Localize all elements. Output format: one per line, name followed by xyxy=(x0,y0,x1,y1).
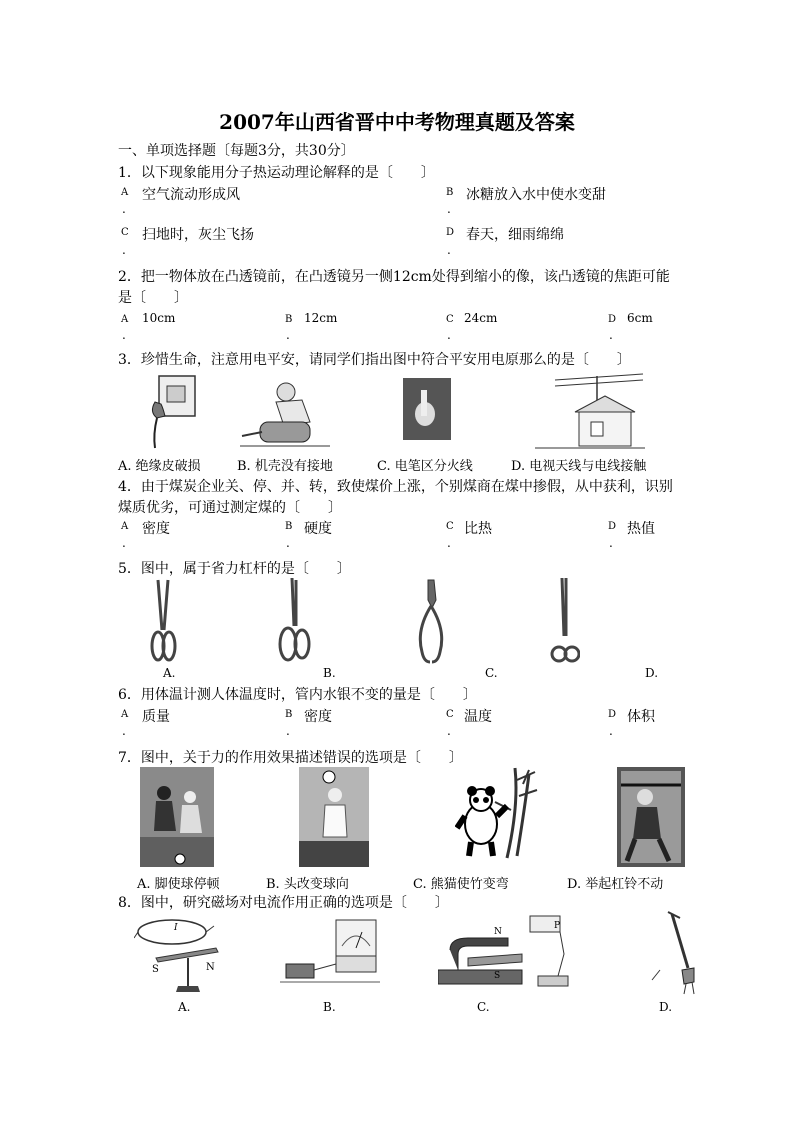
q4-option-c-letter: C xyxy=(446,521,454,532)
q5-figure-b-shears xyxy=(278,576,312,666)
q2-option-c-letter: C xyxy=(446,314,454,325)
q3-figure-c-test-pen xyxy=(403,378,451,440)
q5-label-b: B. xyxy=(323,666,336,680)
q4-stem-line1: 4．由于煤炭企业关、停、并、转，致使煤价上涨，个别煤商在煤中掺假，从中获利，识别 xyxy=(118,479,673,495)
q8-figure-c-n-label: N xyxy=(494,927,502,937)
q3-caption-c: C. 电笔区分火线 xyxy=(377,459,473,474)
q4-option-a-text: 密度 xyxy=(142,521,170,537)
q2-option-a-letter: A xyxy=(121,314,129,325)
q1-option-a-letter: A xyxy=(121,187,129,198)
q6-option-c-text: 温度 xyxy=(464,709,492,725)
q3-caption-a: A. 绝缘皮破损 xyxy=(118,459,201,474)
q5-label-a: A. xyxy=(163,666,176,680)
q8-label-c: C. xyxy=(477,1000,490,1014)
q8-label-a: A. xyxy=(178,1000,191,1014)
q5-figure-c-tongs xyxy=(414,578,448,668)
q1-option-c-text: 扫地时，灰尘飞扬 xyxy=(142,227,254,243)
q5-label-d: D. xyxy=(645,666,659,680)
q7-figure-d-weightlifter-photo xyxy=(617,767,685,867)
q6-stem: 6．用体温计测人体温度时，管内水银不变的量是〔 〕 xyxy=(118,687,477,703)
page-title: 2007年山西省晋中中考物理真题及答案 xyxy=(219,110,575,134)
q2-stem-line1: 2．把一物体放在凸透镜前，在凸透镜另一侧12cm处得到缩小的像，该凸透镜的焦距可能 xyxy=(118,269,670,285)
q5-figure-a-scissors xyxy=(148,578,178,664)
q8-figure-a-n-label: N xyxy=(206,962,215,973)
q8-figure-c-p-label: P xyxy=(554,921,561,931)
q4-stem-line2: 煤质优劣，可通过测定煤的〔 〕 xyxy=(118,500,342,516)
q4-option-a-letter: A xyxy=(121,521,129,532)
q6-option-c-letter: C xyxy=(446,709,454,720)
q4-option-b-letter: B xyxy=(285,521,293,532)
q7-figure-b-header-photo xyxy=(299,767,369,867)
q7-stem: 7．图中，关于力的作用效果描述错误的选项是〔 〕 xyxy=(118,750,463,766)
q8-label-d: D. xyxy=(659,1000,673,1014)
q6-option-a-letter: A xyxy=(121,709,129,720)
q3-caption-b: B. 机壳没有接地 xyxy=(237,459,333,474)
q3-figure-b-motor-ungrounded xyxy=(240,378,330,450)
q8-figure-c-s-label: S xyxy=(494,971,501,981)
q8-stem: 8．图中，研究磁场对电流作用正确的选项是〔 〕 xyxy=(118,895,449,911)
q4-option-c-text: 比热 xyxy=(464,521,492,537)
q4-option-d-text: 热值 xyxy=(627,521,655,537)
q3-figure-a-damaged-plug xyxy=(145,372,205,450)
q3-caption-d: D. 电视天线与电线接触 xyxy=(511,459,647,474)
q7-caption-c: C. 熊猫使竹变弯 xyxy=(413,877,509,892)
q2-stem-line2: 是〔 〕 xyxy=(118,290,188,306)
q2-option-d-letter: D xyxy=(608,314,617,325)
q4-option-b-text: 硬度 xyxy=(304,521,332,537)
q2-option-b-letter: B xyxy=(285,314,293,325)
q1-option-b-letter: B xyxy=(446,187,454,198)
q5-label-c: C. xyxy=(485,666,498,680)
q8-figure-a-current-label: I xyxy=(174,923,178,933)
q7-caption-a: A. 脚使球停顿 xyxy=(137,877,220,892)
q1-option-b-text: 冰糖放入水中使水变甜 xyxy=(466,187,606,203)
q1-stem: 1．以下现象能用分子热运动理论解释的是〔 〕 xyxy=(118,165,435,181)
q2-option-b-text: 12cm xyxy=(304,311,338,325)
q5-stem: 5．图中，属于省力杠杆的是〔 〕 xyxy=(118,561,351,577)
q8-figure-b-galvanometer-setup xyxy=(280,918,380,990)
q6-option-b-letter: B xyxy=(285,709,293,720)
q8-label-b: B. xyxy=(323,1000,336,1014)
q6-option-a-text: 质量 xyxy=(142,709,170,725)
q8-figure-d-hanging-rod xyxy=(650,910,706,996)
q7-caption-d: D. 举起杠铃不动 xyxy=(567,877,664,892)
section-heading: 一、单项选择题〔每题3分，共30分〕 xyxy=(118,143,355,159)
q8-figure-a-compass-wire xyxy=(134,912,230,998)
q3-stem: 3．珍惜生命，注意用电平安，请同学们指出图中符合平安用电原那么的是〔 〕 xyxy=(118,352,631,368)
q5-figure-d-scissors xyxy=(550,576,580,666)
q1-option-d-text: 春天，细雨绵绵 xyxy=(466,227,564,243)
q2-option-c-text: 24cm xyxy=(464,311,498,325)
q2-option-a-text: 10cm xyxy=(142,311,176,325)
q7-caption-b: B. 头改变球向 xyxy=(266,877,349,892)
q1-option-a-text: 空气流动形成风 xyxy=(142,187,240,203)
q1-option-c-letter: C xyxy=(121,227,129,238)
q8-figure-c-motor-circuit xyxy=(438,914,570,1000)
q6-option-d-text: 体积 xyxy=(627,709,655,725)
q2-option-d-text: 6cm xyxy=(627,311,653,325)
q6-option-b-text: 密度 xyxy=(304,709,332,725)
q8-figure-a-s-label: S xyxy=(152,964,159,975)
q6-option-d-letter: D xyxy=(608,709,617,720)
q1-option-d-letter: D xyxy=(446,227,455,238)
q7-figure-a-soccer-photo xyxy=(140,767,214,867)
q4-option-d-letter: D xyxy=(608,521,617,532)
q7-figure-c-panda-bamboo xyxy=(455,766,539,860)
q3-figure-d-tv-antenna xyxy=(535,372,645,452)
